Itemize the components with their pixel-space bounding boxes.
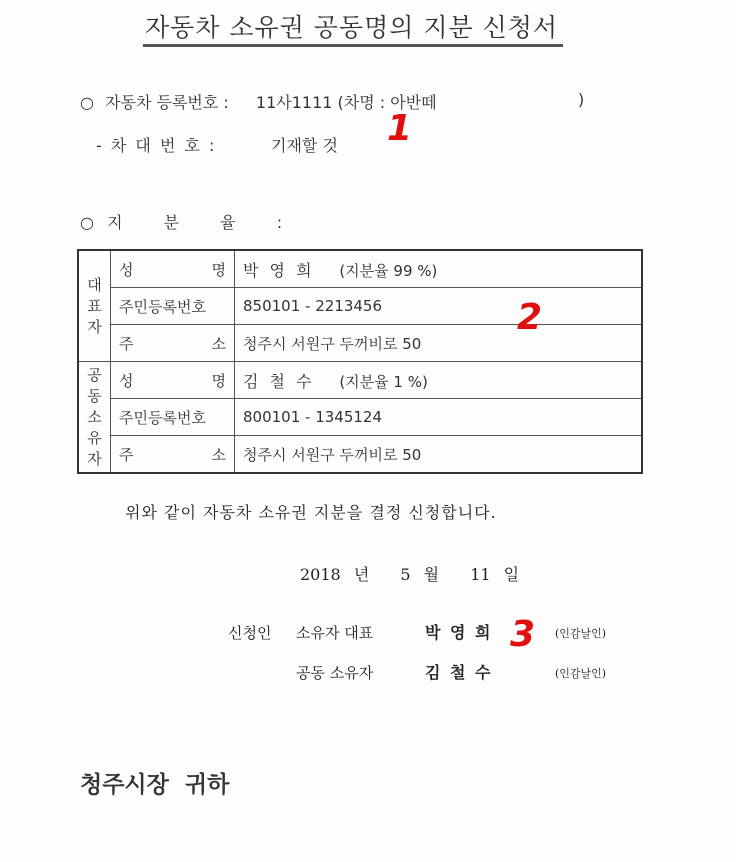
annotation-1: 1: [387, 108, 413, 149]
co-owner-address: 청주시 서원구 두꺼비로 50: [235, 436, 643, 474]
table-row: [78, 325, 642, 362]
representative-group-label: 대 표 자: [78, 250, 111, 362]
table-row: [78, 436, 642, 474]
ownership-share-table: [77, 249, 643, 474]
co-owner-signature-name: 김 철 수: [425, 663, 493, 682]
chassis-number-value: 기재할 것: [271, 136, 338, 155]
rrn-label: 주민등록번호: [111, 288, 235, 325]
annotation-3: 3: [510, 614, 536, 655]
representative-role: 소유자 대표: [296, 624, 374, 642]
vehicle-number-value: 11사1111 (차명 : 아반떼: [255, 93, 437, 112]
bullet-icon: ○: [80, 93, 94, 112]
application-statement: 위와 같이 자동차 소유권 지분을 결정 신청합니다.: [125, 503, 497, 522]
table-row: [78, 362, 642, 399]
annotation-2: 2: [517, 297, 543, 338]
document-title: 자동차 소유권 공동명의 지분 신청서: [145, 13, 559, 42]
co-owner-ratio: (지분율 1 %): [339, 372, 428, 391]
representative-name-cell: [235, 250, 643, 288]
chassis-number-label: - 차 대 번 호 :: [96, 136, 217, 155]
vehicle-number-row: [80, 90, 437, 113]
application-date: 2018 년 5 월 11 일: [300, 565, 520, 584]
name-label: 성 명: [111, 250, 235, 288]
address-label: 주 소: [111, 436, 235, 474]
vehicle-close-paren: ): [578, 90, 585, 109]
representative-address: 청주시 서원구 두꺼비로 50: [235, 325, 643, 362]
co-owner-name: 김 철 수: [243, 371, 315, 391]
representative-rrn: 850101 - 2213456: [235, 288, 643, 325]
co-owner-role: 공동 소유자: [296, 664, 374, 682]
table-row: [78, 399, 642, 436]
co-owner-name-cell: [235, 362, 643, 399]
bullet-icon: ○: [80, 213, 94, 232]
table-row: [78, 250, 642, 288]
table-row: [78, 288, 642, 325]
address-label: 주 소: [111, 325, 235, 362]
representative-ratio: (지분율 99 %): [339, 261, 438, 280]
addressee: 청주시장 귀하: [80, 771, 230, 798]
share-heading-label: 지 분 율 :: [107, 213, 283, 232]
seal-note: (인감날인): [555, 627, 607, 640]
name-label: 성 명: [111, 362, 235, 399]
representative-signature-name: 박 영 희: [425, 623, 493, 642]
title-underline: [143, 44, 563, 47]
seal-note: (인감날인): [555, 667, 607, 680]
applicant-prefix: 신청인: [228, 624, 272, 642]
co-owner-group-label: 공 동 소 유 자: [78, 362, 111, 474]
co-owner-rrn: 800101 - 1345124: [235, 399, 643, 436]
share-heading: [80, 210, 282, 233]
rrn-label: 주민등록번호: [111, 399, 235, 436]
representative-name: 박 영 희: [243, 260, 315, 280]
vehicle-number-label: 자동차 등록번호 :: [105, 93, 229, 112]
